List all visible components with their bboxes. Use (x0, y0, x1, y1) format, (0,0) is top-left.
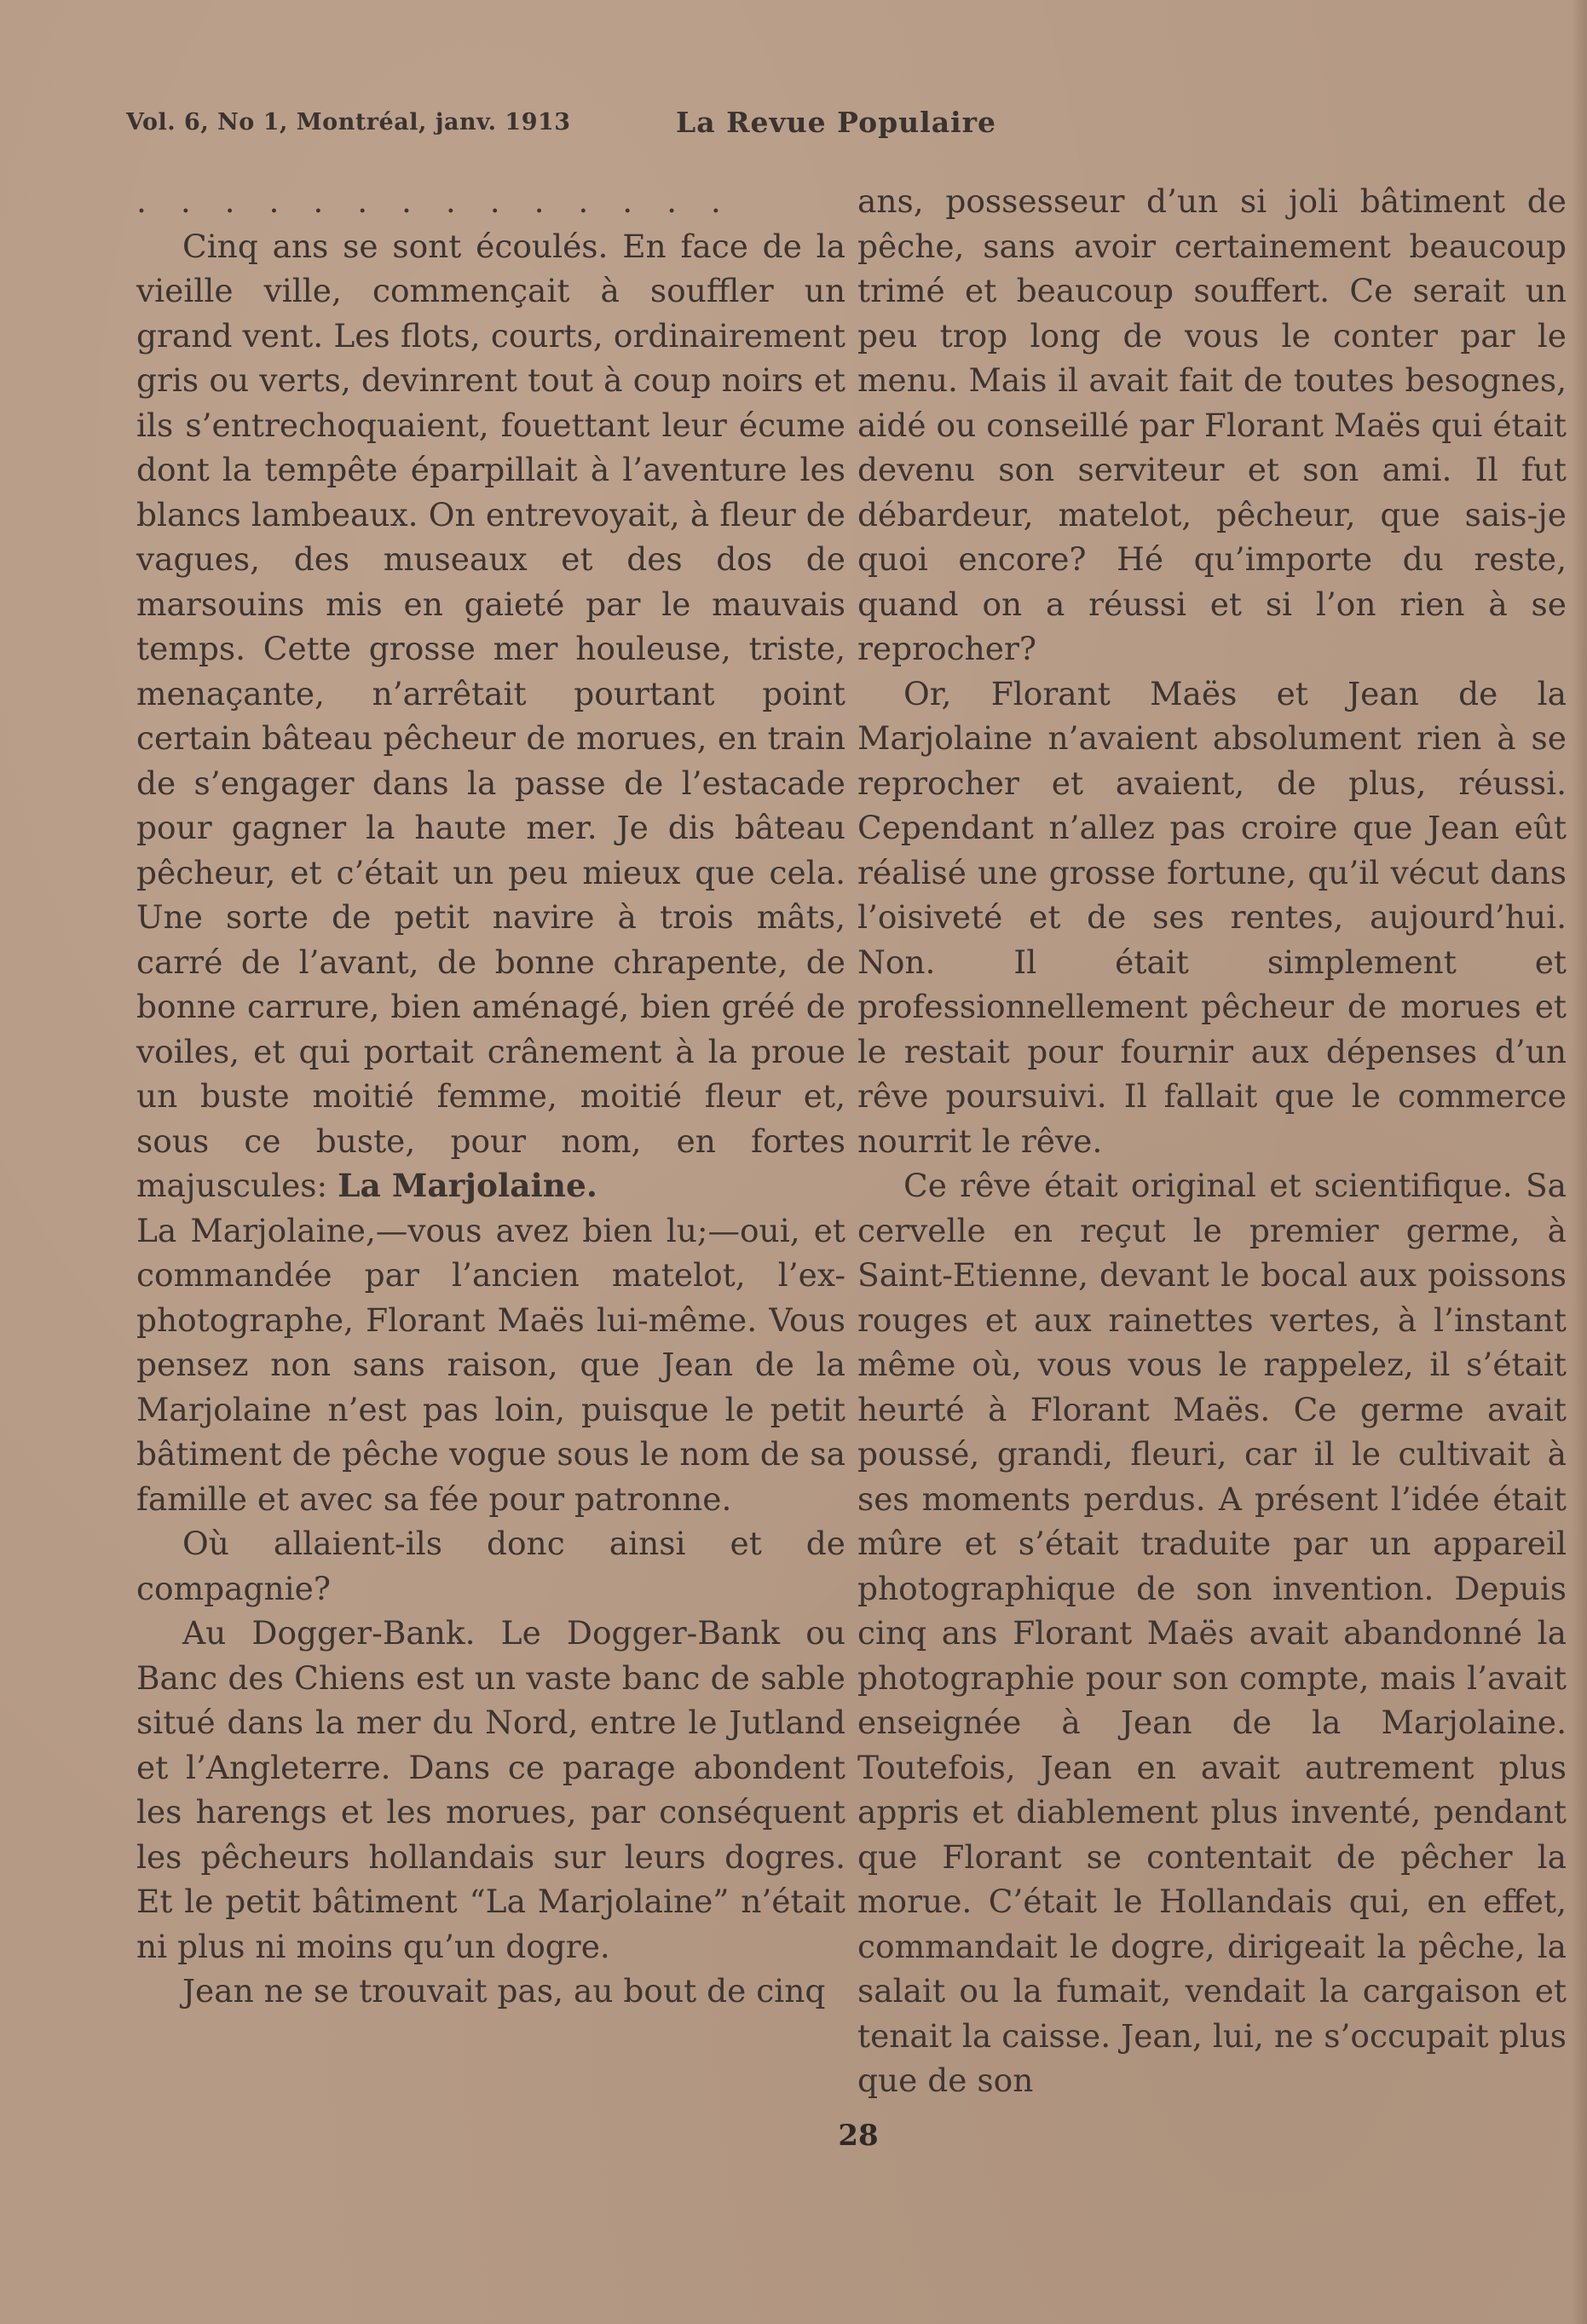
paragraph: Or, Florant Maës et Jean de la Marjolaine n’avaient absolument rien à se reprocher et avaient, de plus, réussi. Cependant n’allez pas croire que Jean eût réalisé une grosse fortune, qu’il vécut dans l’oisiveté et de ses rentes, aujourd’hui. Non. Il était simplement et professionnellement pêcheur de morues et le restait pour fournir aux dépenses d’un rêve poursuivi. Il fallait que le commerce nourrit le rêve. (857, 674, 1567, 1160)
paragraph: Jean ne se trouvait pas, au bout de cinq (182, 1972, 826, 2010)
paragraph: ans, possesseur d’un si joli bâtiment de pêche, sans avoir certainement beaucoup trimé et beaucoup souffert. Ce serait un peu trop long de vous le conter par le menu. Mais il avait fait de toutes besognes, aidé ou conseillé par Florant Maës qui était devenu son serviteur et son ami. Il fut débardeur, matelot, pêcheur, que sais-je quoi encore? Hé qu’importe du reste, quand on a réussi et si l’on rien à se reprocher? (857, 182, 1567, 667)
page-number-text: 28 (838, 2119, 879, 2153)
ship-name: La Marjolaine. (338, 1167, 597, 1204)
page-edge-shadow (1572, 0, 1587, 2324)
running-header (0, 106, 1587, 143)
section-break-dots: . . . . . . . . . . . . . . (136, 182, 733, 220)
left-column (136, 179, 845, 2096)
right-column (857, 179, 1567, 2099)
paragraph: Où allaient-ils donc ainsi et de compagnie? (136, 1525, 845, 1607)
magazine-title: La Revue Populaire (676, 106, 996, 139)
paragraph-text: Cinq ans se sont écoulés. En face de la vieille ville, commençait à souffler un grand vent. Les flots, courts, ordinairement gris ou verts, devinrent tout à coup noirs et ils s’entrechoquaient, fouettant leur écume dont la tempête éparpillait à l’aventure les blancs lambeaux. On entrevoyait, à fleur de vagues, des museaux et des dos de marsouins mis en gaieté par le mauvais temps. Cette grosse mer houleuse, triste, menaçante, n’arrêtait pourtant point certain bâteau pêcheur de morues, en train de s’engager dans la passe de l’estacade pour gagner la haute mer. Je dis bâteau pêcheur, et c’était un peu mieux que cela. Une sorte de petit navire à trois mâts, carré de l’avant, de bonne chrapente, de bonne carrure, bien aménagé, bien gréé de voiles, et qui portait crânement à la proue un buste moitié femme, moitié fleur et, sous ce buste, pour nom, en fortes majuscules: (136, 227, 845, 1204)
paragraph: La Marjolaine,—vous avez bien lu;—oui, et commandée par l’ancien matelot, l’ex-photographe, Florant Maës lui-même. Vous pensez non sans raison, que Jean de la Marjolaine n’est pas loin, puisque le petit bâtiment de pêche vogue sous le nom de sa famille et avec sa fée pour patronne. (136, 1211, 845, 1518)
page-number (0, 2119, 1587, 2153)
issue-info: Vol. 6, No 1, Montréal, janv. 1913 (126, 109, 571, 136)
paragraph: Au Dogger-Bank. Le Dogger-Bank ou Banc des Chiens est un vaste banc de sable situé dans la mer du Nord, entre le Jutland et l’Angleterre. Dans ce parage abondent les harengs et les morues, par conséquent les pêcheurs hollandais sur leurs dogres. Et le petit bâtiment “La Marjolaine” n’était ni plus ni moins qu’un dogre. (136, 1614, 845, 1965)
paragraph (136, 224, 845, 1208)
paragraph: Ce rêve était original et scientifique. Sa cervelle en reçut le premier germe, à Saint-Etienne, devant le bocal aux poissons rouges et aux rainettes vertes, à l’instant même où, vous vous le rappelez, il s’était heurté à Florant Maës. Ce germe avait poussé, grandi, fleuri, car il le cultivait à ses moments perdus. A présent l’idée était mûre et s’était traduite par un appareil photographique de son invention. Depuis cinq ans Florant Maës avait abandonné la photographie pour son compte, mais l’avait enseignée à Jean de la Marjolaine. Toutefois, Jean en avait autrement plus appris et diablement plus inventé, pendant que Florant se contentait de pêcher la morue. C’était le Hollandais qui, en effet, commandait le dogre, dirigeait la pêche, la salait ou la fumait, vendait la cargaison et tenait la caisse. Jean, lui, ne s’occupait plus que de son (857, 1167, 1567, 2099)
